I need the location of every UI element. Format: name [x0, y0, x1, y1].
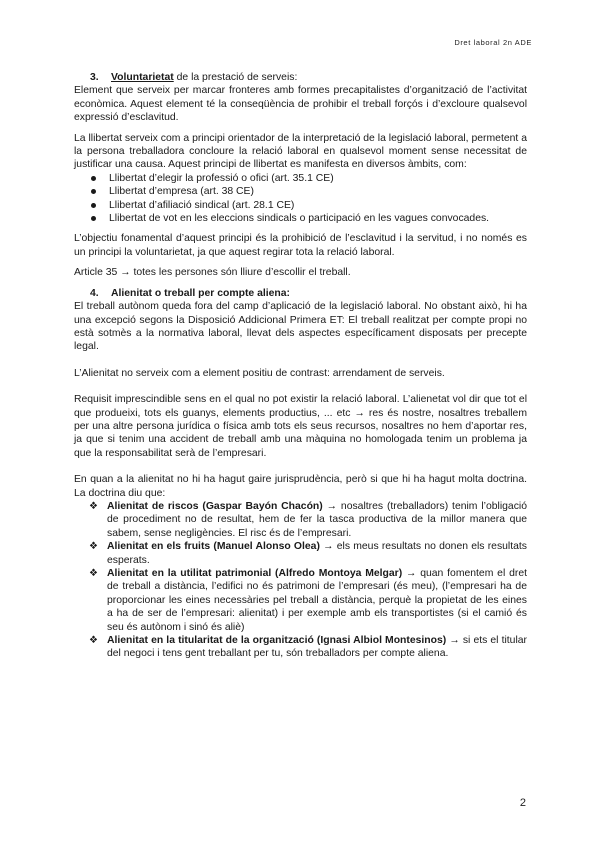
section-3-title-rest: de la prestació de serveis:: [173, 72, 298, 83]
list-item: ❖ Alienitat en la titularitat de la organització (Ignasi Albiol Montesinos) → si ets el titular del negoci i tens gent treballant per tu, són treballadors per compte aliena.: [89, 635, 527, 660]
section-3-paragraph-3: L’objectiu fonamental d’aquest principi és la prohibició de l’esclavitud i la servitud, i no només es un principi la voluntarietat, ja que aquest regirar tota la relació laboral.: [74, 233, 527, 258]
bullet-icon: [91, 216, 96, 221]
section-4-paragraph-2: L’Alienitat no serveix com a element positiu de contrast: arrendament de serveis.: [74, 367, 445, 379]
section-3-paragraph-1: Element que serveix per marcar fronteres amb formes precapitalistes d’organització de l’activitat econòmica. Aquest element té la conseqüència de prohibir el treball forçós i d’excloure qualsevol expressió d’esclavitud.: [74, 85, 527, 124]
bullet-icon: [91, 189, 96, 194]
section-3-paragraph-2: La llibertat serveix com a principi orientador de la interpretació de la legislació laboral, permetent a la persona treballadora concloure la relació laboral en qualsevol moment sense necessitat de justificar una causa. Aquest principi de llibertat es manifesta en diversos àmbits, com:: [74, 132, 527, 171]
section-3-title-key: Voluntarietat: [111, 72, 174, 83]
list-item: Llibertat d’elegir la professió o ofici (art. 35.1 CE): [74, 172, 527, 185]
section-3-heading: [74, 71, 527, 84]
diamond-bullet-icon: ❖: [89, 541, 98, 553]
section-4-paragraph-4: En quan a la alienitat no hi ha hagut gaire jurisprudència, però si que hi ha hagut molta doctrina. La doctrina diu que:: [74, 474, 527, 499]
section-3-paragraph-4: Article 35 → totes les persones són lliure d’escollir el treball.: [74, 267, 351, 279]
page-header: Dret laboral 2n ADE: [454, 38, 532, 47]
section-4-paragraph-3: Requisit imprescindible sens en el qual no pot existir la relació laboral. L’alienetat vol dir que tot el que produeixi, tots els guanys, elements productius, ... etc → res és nostre, nosaltres treballem per una altre persona jurídica o física amb tots els seus recursos, nosaltres no hem d’aportar res, ja que si tenim una accident de treball amb una màquina no homologada tenim un problema ja que la responsabilitat serà de l’empresari.: [74, 394, 527, 459]
document-body: [74, 71, 527, 661]
page-number: 2: [519, 797, 526, 809]
diamond-bullet-icon: ❖: [89, 635, 98, 647]
section-4-number: 4.: [90, 287, 99, 299]
diamond-bullet-icon: ❖: [89, 568, 98, 579]
list-item: ❖ Alienitat de riscos (Gaspar Bayón Chacón) → nosaltres (treballadors) tenim l’obligació de procediment no de resultat, hem de fer la tasca productiva de la millor manera que sabem, sense negligències. El risc és de l’empresari.: [89, 500, 527, 539]
list-item: ❖ Alienitat en la utilitat patrimonial (Alfredo Montoya Melgar) → quan fomentem el dret de treball a distància, l’edifici no és patrimoni de l’empresari (és meu), (l’empresari ha de proporcionar les eines necessàries pel treball a distància, perquè la propietat de les eines a ha de ser de l’empresari: alienitat) i per exemple amb els transportistes (si el camió és seu és autònom i sinó és aliè): [89, 568, 527, 633]
section-4-title: Alienitat o treball per compte aliena:: [111, 287, 290, 299]
list-item: Llibertat de vot en les eleccions sindicals o participació en les vagues convocades.: [74, 212, 527, 225]
list-item: Llibertat d’empresa (art. 38 CE): [74, 185, 527, 198]
list-item: ❖ Alienitat en els fruits (Manuel Alonso Olea) → els meus resultats no donen els resultats esperats.: [89, 541, 527, 566]
freedoms-list: [74, 172, 527, 226]
section-3-number: 3.: [90, 72, 99, 83]
list-item: Llibertat d’afiliació sindical (art. 28.1 CE): [74, 199, 527, 212]
section-4-paragraph-1: El treball autònom queda fora del camp d’aplicació de la legislació laboral. No obstant això, hi ha una excepció segons la Disposició Addicional Primera ET: El treball realitzat per compte propi no està sotmès a la normativa laboral, llevat dels aspectes específicament disposats per precepte legal.: [74, 301, 527, 353]
diamond-bullet-icon: ❖: [89, 500, 98, 512]
doctrine-list: [74, 500, 527, 661]
bullet-icon: [91, 203, 96, 208]
section-4-heading: [74, 287, 527, 300]
bullet-icon: [91, 176, 96, 181]
